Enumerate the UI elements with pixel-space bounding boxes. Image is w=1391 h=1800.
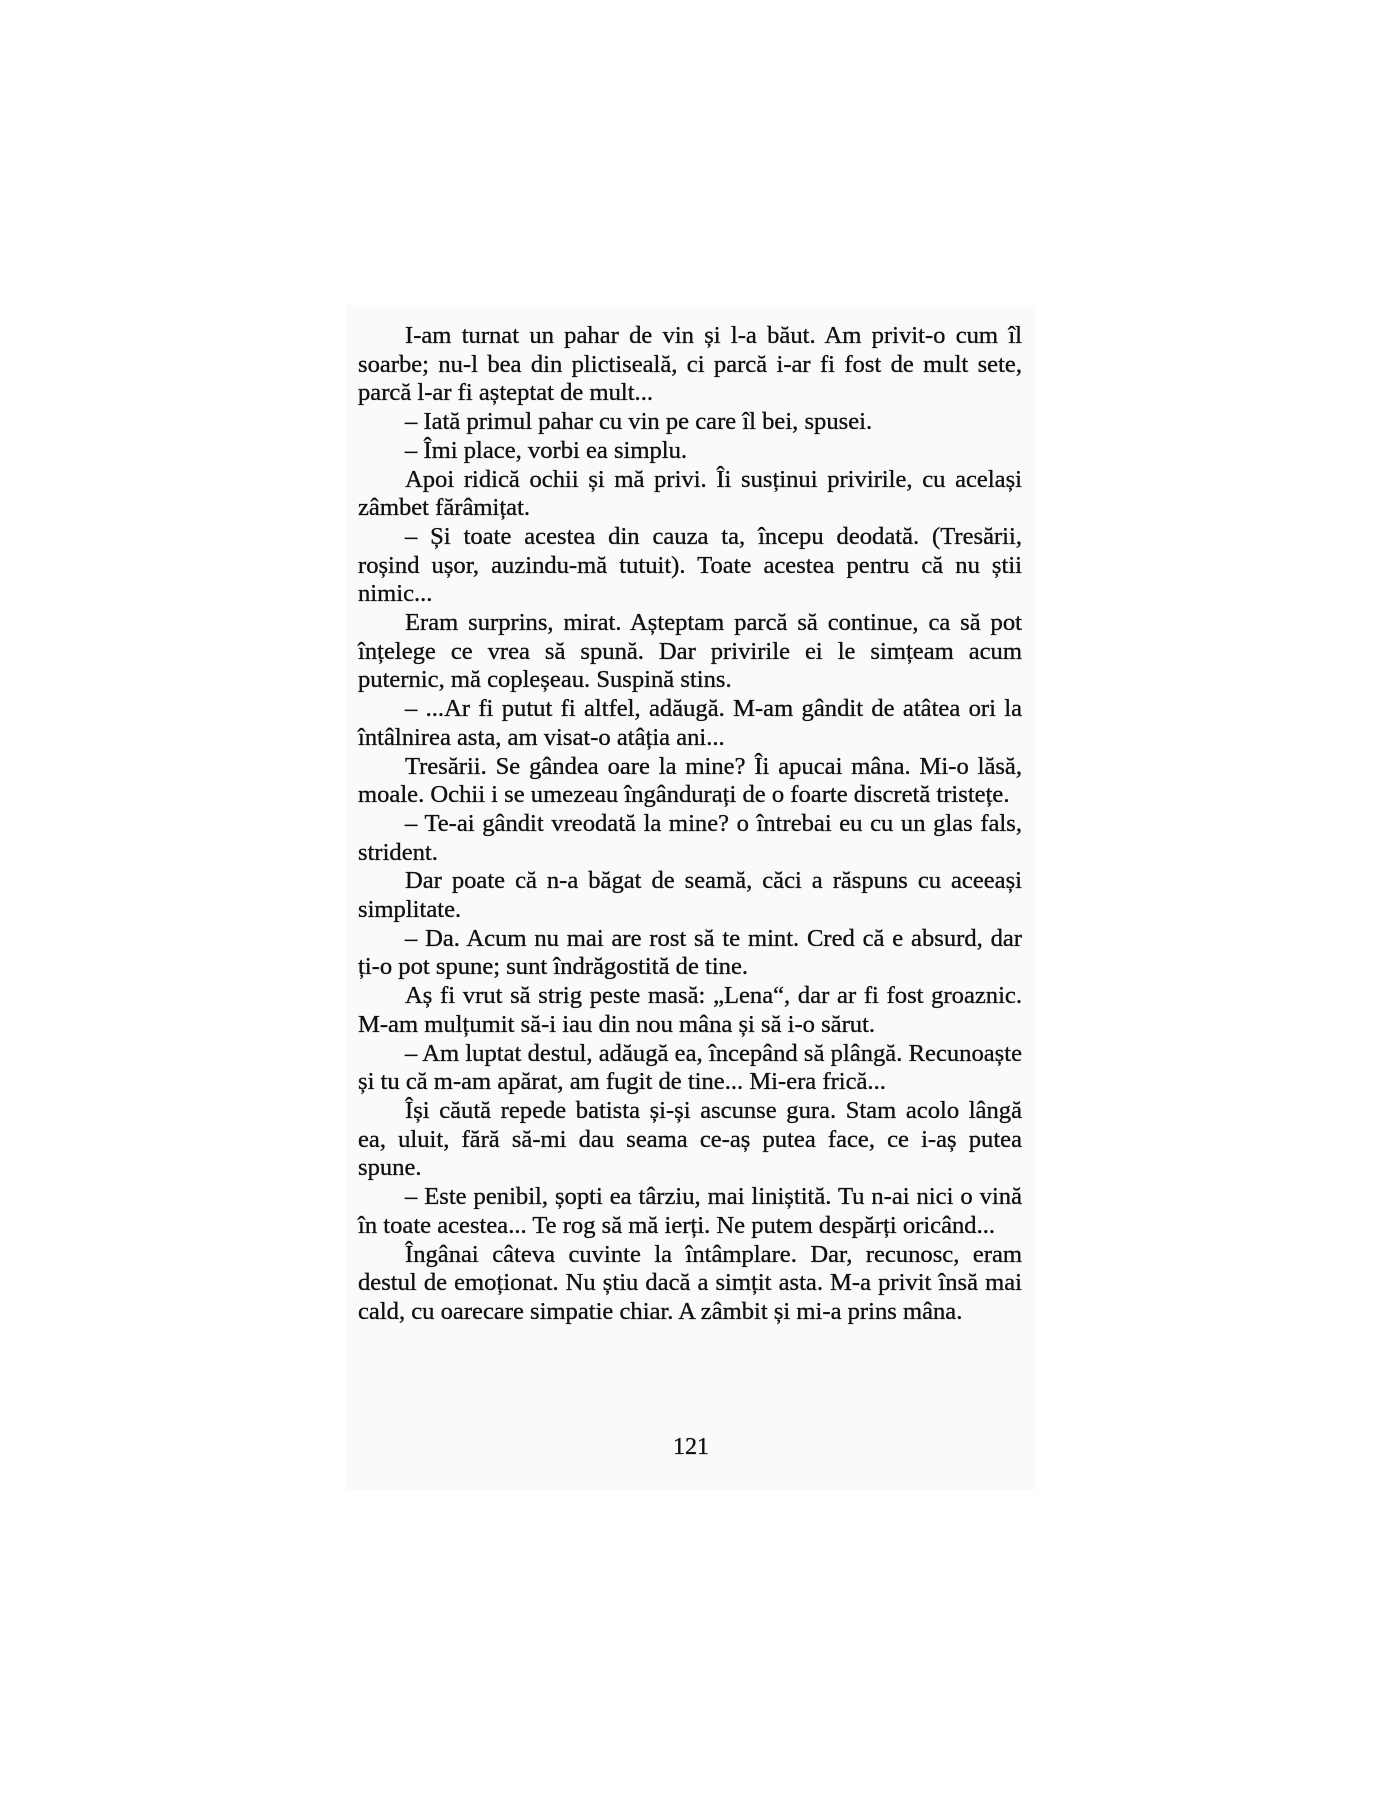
paragraph: I-am turnat un pahar de vin și l-a băut. Am privit-o cum îl soarbe; nu-l bea din plictiseală, ci parcă i-ar fi fost de mult sete, parcă l-ar fi așteptat de mult... bbox=[358, 322, 1022, 407]
page-number: 121 bbox=[673, 1434, 709, 1460]
paragraph: Îngânai câteva cuvinte la întâmplare. Dar, recunosc, eram destul de emoționat. Nu știu dacă a simțit asta. M-a privit însă mai cald, cu oarecare simpatie chiar. A zâmbit și mi-a prins mâna. bbox=[358, 1240, 1022, 1325]
paragraph: Apoi ridică ochii și mă privi. Îi susținui privirile, cu același zâmbet fărâmițat. bbox=[358, 465, 1022, 522]
paragraph: – Da. Acum nu mai are rost să te mint. Cred că e absurd, dar ți-o pot spune; sunt îndrăgostită de tine. bbox=[358, 924, 1022, 981]
paragraph: – Iată primul pahar cu vin pe care îl bei, spusei. bbox=[405, 408, 873, 436]
paragraph: – Îmi place, vorbi ea simplu. bbox=[405, 436, 688, 464]
body-text bbox=[358, 322, 1022, 1327]
paragraph: – Te-ai gândit vreodată la mine? o întrebai eu cu un glas fals, strident. bbox=[358, 809, 1022, 866]
paragraph: Își căută repede batista și-și ascunse gura. Stam acolo lângă ea, uluit, fără să-mi dau seama ce-aș putea face, ce i-aș putea spune. bbox=[358, 1096, 1022, 1182]
paragraph: – Este penibil, șopti ea târziu, mai liniștită. Tu n-ai nici o vină în toate acestea... Te rog să mă ierți. Ne putem despărți oricând... bbox=[358, 1183, 1022, 1239]
paragraph: – Am luptat destul, adăugă ea, începând să plângă. Recunoaște și tu că m-am apărat, am fugit de tine... Mi-era frică... bbox=[358, 1039, 1022, 1096]
paragraph: – Și toate acestea din cauza ta, începu deodată. (Tresării, roșind ușor, auzindu-mă tutuit). Toate acestea pentru că nu știi nimic... bbox=[358, 522, 1022, 608]
paragraph: Tresării. Se gândea oare la mine? Îi apucai mâna. Mi-o lăsă, moale. Ochii i se umezeau îngândurați de o foarte discretă tristețe. bbox=[358, 752, 1022, 809]
paragraph: Aș fi vrut să strig peste masă: „Lena“, dar ar fi fost groaznic. M-am mulțumit să-i iau din nou mâna și să i-o sărut. bbox=[358, 982, 1022, 1038]
paragraph: – ...Ar fi putut fi altfel, adăugă. M-am gândit de atâtea ori la întâlnirea asta, am visat-o atâția ani... bbox=[358, 695, 1022, 751]
paragraph: Eram surprins, mirat. Așteptam parcă să continue, ca să pot înțelege ce vrea să spună. Dar privirile ei le simțeam acum puternic, mă copleșeau. Suspină stins. bbox=[358, 609, 1022, 694]
paragraph: Dar poate că n-a băgat de seamă, căci a răspuns cu aceeași simplitate. bbox=[358, 867, 1022, 924]
